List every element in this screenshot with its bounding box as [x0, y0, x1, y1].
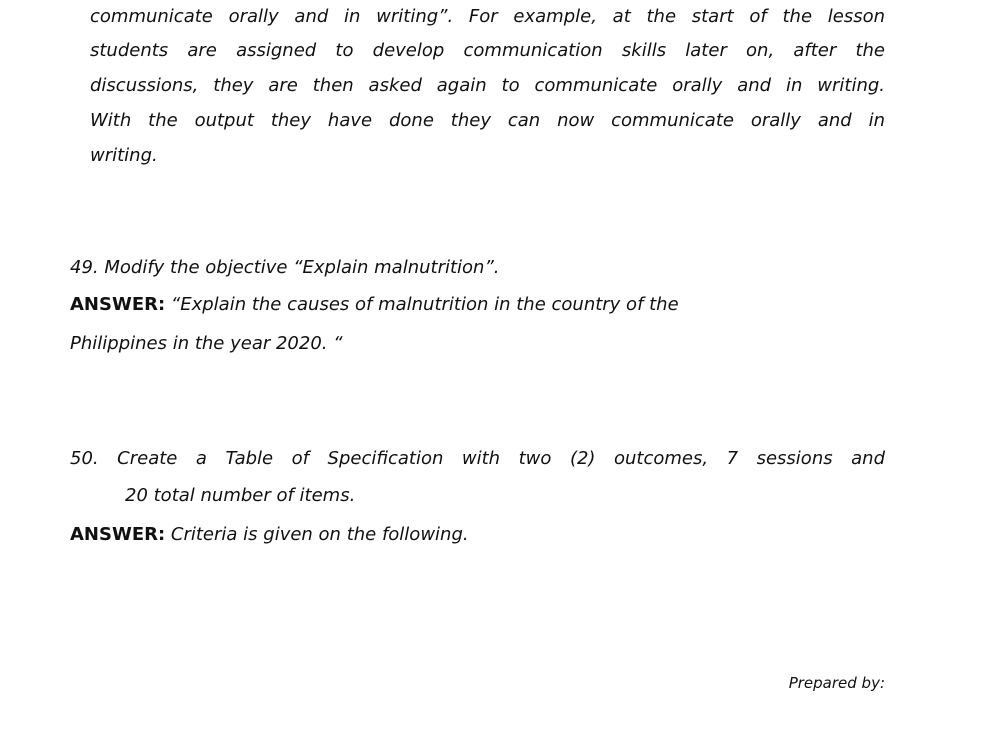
question-text: [70, 447, 885, 471]
answer-line: [70, 523, 469, 547]
answer-label: ANSWER:: [70, 524, 166, 545]
answer-text: Criteria is given on the following.: [170, 524, 469, 545]
question-line: 50. Create a Table of Specification with two (2) outcomes, 7 sessions and: [70, 448, 885, 469]
paragraph-line: With the output they have done they can now communicate orally and in: [90, 110, 885, 131]
answer-text: “Explain the causes of malnutrition in the country of the: [170, 294, 679, 315]
paragraph-line: discussions, they are then asked again to communicate orally and in writing.: [90, 75, 885, 96]
paragraph-line: students are assigned to develop communication skills later on, after the: [90, 40, 885, 61]
answer-line: [70, 293, 679, 317]
answer-label: ANSWER:: [70, 294, 166, 315]
paragraph-line: communicate orally and in writing”. For example, at the start of the lesson: [90, 6, 885, 27]
question-text: 49. Modify the objective “Explain malnutrition”.: [70, 257, 500, 278]
prepared-by: Prepared by:: [788, 674, 885, 692]
answer-text: Philippines in the year 2020. “: [70, 333, 343, 354]
paragraph-line: writing.: [90, 145, 158, 166]
question-line: 20 total number of items.: [125, 485, 356, 506]
